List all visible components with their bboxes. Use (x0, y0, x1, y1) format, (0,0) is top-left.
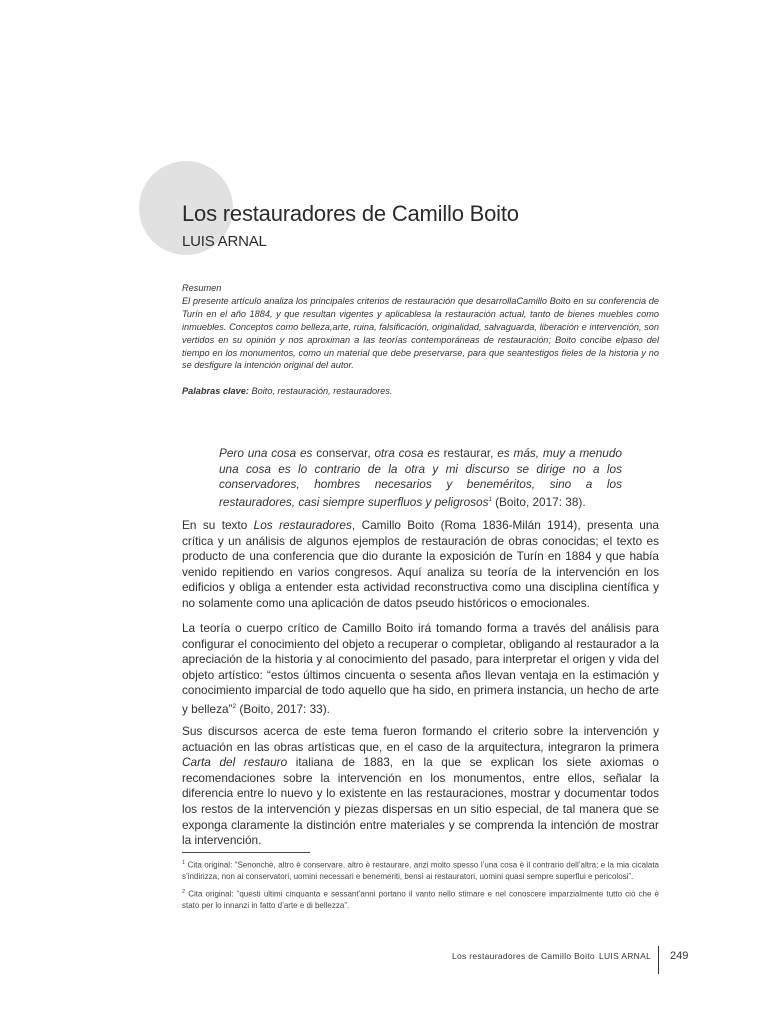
abstract-heading: Resumen (182, 283, 222, 293)
footnote-number: 2 (182, 888, 186, 895)
abstract (182, 282, 659, 372)
footnote-ref-1[interactable]: 1 (488, 496, 492, 503)
footnote-1 (182, 858, 659, 883)
footnotes (182, 858, 659, 915)
footnote-ref-2[interactable]: 2 (232, 702, 237, 710)
paragraph-text: En su texto (182, 518, 254, 532)
keywords-value: Boito, restauración, restauradores. (251, 386, 393, 396)
quote-segment: es más, muy a menudo una cosa es lo contrario de la otra y mi discurso se dirige no a los conservadores, hombres necesarios y beneméritos, sino a los restauradores, casi siempre superfluos y peligrosos (219, 446, 622, 509)
keywords (182, 386, 659, 396)
paragraph-text: italiana de 1883, en la que se explican los siete axiomas o recomendaciones sobre la intervención en los monumentos, entre ellos, señalar la diferencia entre lo nuevo y lo existente en las restauraciones, mostrar y documentar todos los restos de la intervención y piezas dispersas en un sitio especial, de tal manera que se exponga claramente la distinción entre materiales y se comprenda la intención de mostrar la intervención. (182, 755, 659, 848)
body-paragraph-1 (182, 518, 659, 612)
epigraph-quote (219, 446, 622, 510)
quote-segment: restaurar, (439, 446, 498, 460)
footnote-number: 1 (182, 860, 186, 866)
body-paragraph-2 (182, 621, 659, 717)
footnote-text: Cita original: “Senonchè, altro è conservare, altro è restaurare, anzi molto spesso l’una cosa è il contrario dell’altra; e la mia cicalata s’indirizza, non ai conservatori, uomini necessari e benemeriti, bensì ai restauratori, uomini quasi sempre superflui e pericolosi”. (182, 860, 659, 882)
quote-segment: conservar, (312, 446, 375, 460)
abstract-text: El presente artículo analiza los principales criterios de restauración que desarrollaCamillo Boito en su conferencia de Turín en el año 1884, y que resultan vigentes y aplicablesa la restauración actual, tanto de bienes muebles como inmuebles. Conceptos como belleza,arte, ruina, falsificación, originalidad, salvaguarda, liberación e intervención, son vertidos en su opinión y nos aproximan a las teorías contemporáneas de restauración; Boito concibe elpaso del tiempo en los monumentos, como un material que debe preservarse, para que seantestigos fieles de la historia y no se desfigure la intención original del autor. (182, 295, 659, 371)
paragraph-text: , Camillo Boito (Roma 1836-Milán 1914), presenta una crítica y un análisis de algunos ejemplos de restauración de obras conocidas; el texto es producto de una conferencia que dio durante la exposición de Turín en 1884 y que había venido repitiendo en varios congresos. Aquí analiza su teoría de la intervención en los edificios y obliga a entender esta actividad reconstructiva como una disciplina científica y no solamente como una aplicación de datos pseudo históricos o emocionales. (182, 518, 659, 610)
footnote-2 (182, 887, 659, 912)
document-title: Carta del restauro (182, 755, 288, 770)
paragraph-text: Sus discursos acerca de este tema fueron formando el criterio sobre la intervención y actuación en las obras artísticas que, en el caso de la arquitectura, integraron la primera (182, 724, 659, 754)
article-author: LUIS ARNAL (182, 233, 267, 250)
quote-segment: Pero una cosa es (219, 446, 313, 460)
running-footer-author: LUIS ARNAL (598, 951, 652, 961)
page-number: 249 (670, 950, 689, 962)
footer-divider (658, 946, 659, 974)
footnote-divider (182, 852, 310, 853)
quote-segment: otra cosa es (374, 446, 440, 460)
article-title: Los restauradores de Camillo Boito (182, 201, 519, 226)
quote-citation: (Boito, 2017: 38). (491, 494, 586, 509)
book-title: Los restauradores (253, 518, 352, 532)
running-footer (452, 951, 651, 961)
paragraph-text: La teoría o cuerpo crítico de Camillo Boito irá tomando forma a través del análisis para configurar el conocimiento del objeto a recuperar o completar, obligando al restaurador a la apreciación de la historia y al conocimiento del pasado, para interpretar el origen y vida del objeto artístico: “estos últimos cincuenta o sesenta años llevan ventaja en la estimación y conocimiento imparcial de todo aquello que ha sido, en primera instancia, un hecho de arte y belleza” (182, 621, 659, 716)
footnote-text: Cita original: “questi ultimi cinquanta e sessant’anni portano il vanto nello stimare e nel conoscere imparzialmente tutto ciò che è stato per lo innanzi in fatto d’arte e di bellezza”. (182, 889, 659, 910)
running-footer-title: Los restauradores de Camillo Boito (452, 951, 595, 961)
keywords-label: Palabras clave: (182, 386, 249, 396)
body-paragraph-3 (182, 724, 659, 849)
paragraph-text: (Boito, 2017: 33). (236, 701, 330, 716)
